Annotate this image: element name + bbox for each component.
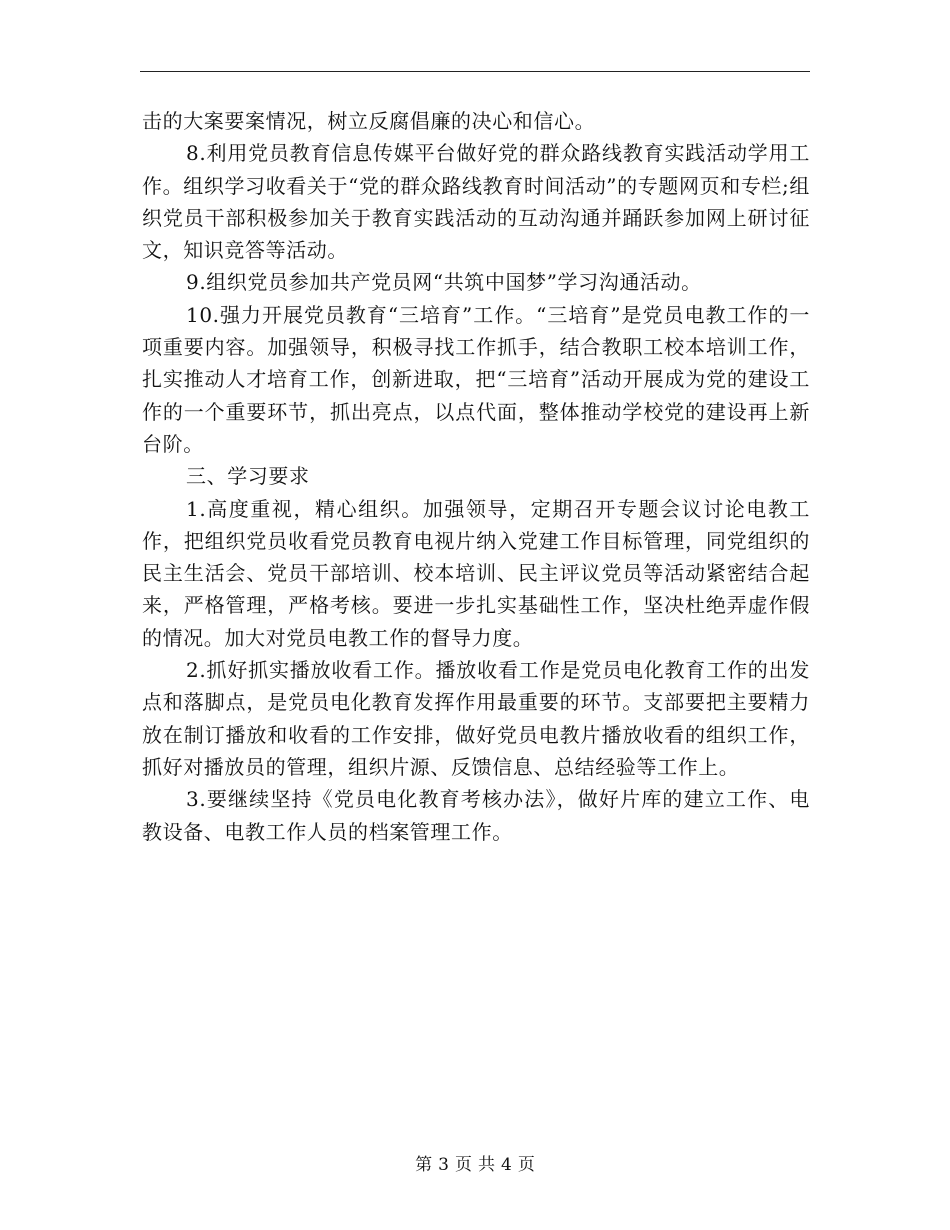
paragraph-item-8: 8.利用党员教育信息传媒平台做好党的群众路线教育实践活动学用工作。组织学习收看关于“党的群众路线教育时间活动”的专题网页和专栏;组织党员干部积极参加关于教育实践活动的互动沟通并踊跃参加网上研讨征文，知识竞答等活动。 bbox=[142, 141, 810, 263]
paragraph-item-10: 10.强力开展党员教育“三培育”工作。“三培育”是党员电教工作的一项重要内容。加强领导，积极寻找工作抓手，结合教职工校本培训工作，扎实推动人才培育工作，创新进取，把“三培育”活动开展成为党的建设工作的一个重要环节，抓出亮点，以点代面，整体推动学校党的建设再上新台阶。 bbox=[142, 302, 810, 456]
footer-ye: 页 bbox=[455, 1155, 472, 1175]
footer-ye-end: 页 bbox=[517, 1155, 535, 1175]
paragraph-item-9: 9.组织党员参加共产党员网“共筑中国梦”学习沟通活动。 bbox=[186, 270, 702, 295]
page-footer bbox=[0, 1154, 950, 1176]
document-body bbox=[142, 105, 810, 848]
paragraph-continuation: 击的大案要案情况，树立反腐倡廉的决心和信心。 bbox=[142, 109, 596, 133]
paragraph-requirement-3: 3.要继续坚持《党员电化教育考核办法》，做好片库的建立工作、电教设备、电教工作人员的档案管理工作。 bbox=[142, 787, 810, 844]
footer-di: 第 bbox=[415, 1155, 433, 1175]
footer-page-total: 4 bbox=[501, 1155, 512, 1175]
section-heading-requirements: 三、学习要求 bbox=[186, 464, 310, 489]
header-rule bbox=[140, 71, 810, 72]
footer-page-current: 3 bbox=[438, 1155, 449, 1175]
paragraph-requirement-1: 1.高度重视，精心组织。加强领导，定期召开专题会议讨论电教工作，把组织党员收看党员教育电视片纳入党建工作目标管理，同党组织的民主生活会、党员干部培训、校本培训、民主评议党员等活动紧密结合起来，严格管理，严格考核。要进一步扎实基础性工作，坚决杜绝弄虚作假的情况。加大对党员电教工作的督导力度。 bbox=[142, 496, 810, 650]
footer-gong: 共 bbox=[478, 1155, 495, 1175]
paragraph-requirement-2: 2.抓好抓实播放收看工作。播放收看工作是党员电化教育工作的出发点和落脚点，是党员电化教育发挥作用最重要的环节。支部要把主要精力放在制订播放和收看的工作安排，做好党员电教片播放收看的组织工作，抓好对播放员的管理，组织片源、反馈信息、总结经验等工作上。 bbox=[142, 658, 810, 779]
